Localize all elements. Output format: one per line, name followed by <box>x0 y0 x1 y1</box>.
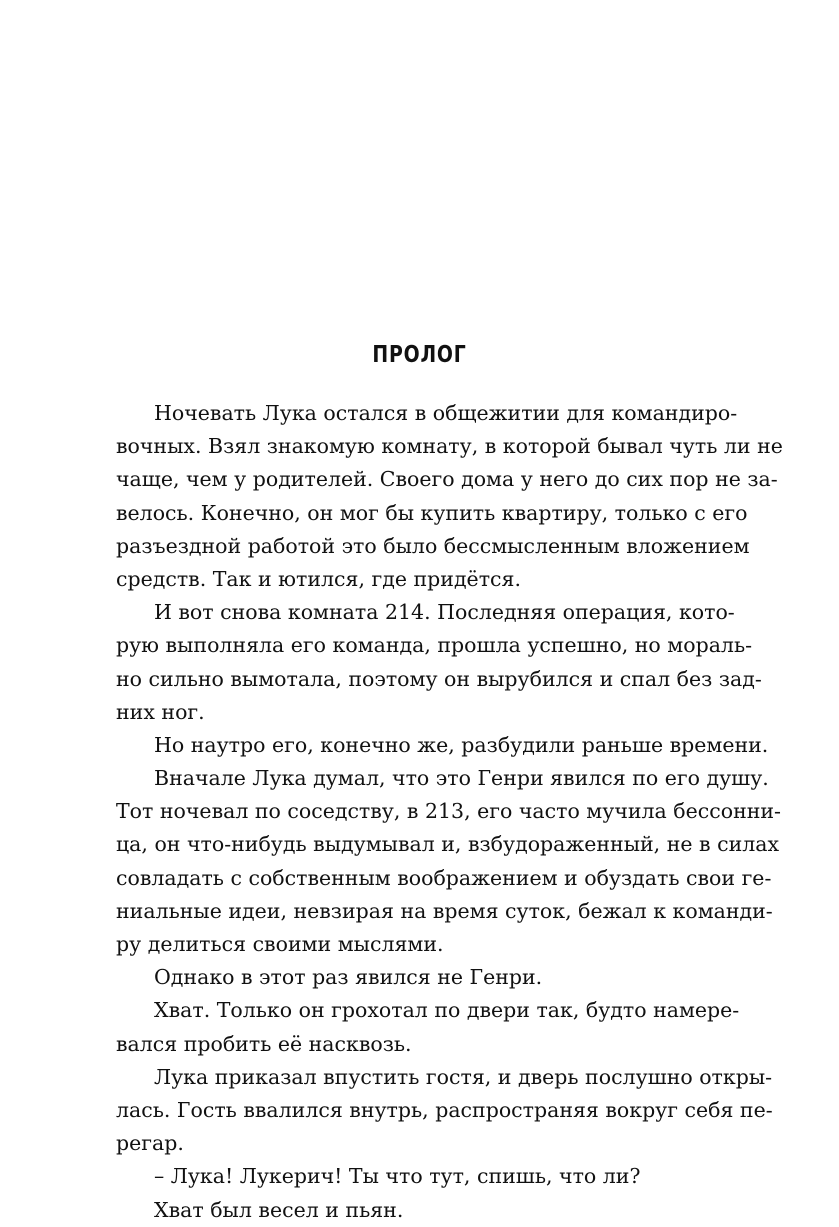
text-line: И вот снова комната 214. Последняя операция, кото- <box>154 600 735 625</box>
body-text <box>116 397 783 1227</box>
text-line: велось. Конечно, он мог бы купить квартиру, только с его <box>116 500 748 525</box>
text-line: вался пробить её насквозь. <box>116 1031 412 1056</box>
text-line: Ночевать Лука остался в общежитии для командиро- <box>154 401 738 425</box>
text-line: средств. Так и ютился, где придётся. <box>116 566 521 591</box>
text-line: рую выполняла его команда, прошла успешно, но мораль- <box>116 633 753 658</box>
text-line: ру делиться своими мыслями. <box>116 932 444 956</box>
text-line: разъездной работой это было бессмысленным вложением <box>116 533 750 558</box>
text-line: Лука приказал впустить гостя, и дверь послушно откры- <box>154 1064 773 1089</box>
text-line: Однако в этот раз явился не Генри. <box>154 965 543 990</box>
text-line: Тот ночевал по соседству, в 213, его часто мучила бессонни- <box>116 799 781 824</box>
text-line: совладать с собственным воображением и обуздать свои ге- <box>116 865 772 890</box>
text-line: Хват был весел и пьян. <box>154 1197 404 1222</box>
text-line: Но наутро его, конечно же, разбудили раньше времени. <box>154 732 769 757</box>
chapter-title: ПРОЛОГ <box>372 342 467 368</box>
text-line: вочных. Взял знакомую комнату, в которой бывал чуть ли не <box>116 434 783 459</box>
text-line: лась. Гость ввалился внутрь, распространяя вокруг себя пе- <box>116 1097 773 1122</box>
text-line: Хват. Только он грохотал по двери так, будто намере- <box>154 998 740 1023</box>
text-line: Вначале Лука думал, что это Генри явился по его душу. <box>154 766 769 791</box>
text-line: ца, он что-нибудь выдумывал и, взбудораженный, не в силах <box>116 832 780 857</box>
text-line: – Лука! Лукерич! Ты что тут, спишь, что ли? <box>154 1164 641 1189</box>
text-line: но сильно вымотала, поэтому он вырубился и спал без зад- <box>116 666 762 691</box>
text-line: них ног. <box>116 699 205 724</box>
text-line: чаще, чем у родителей. Своего дома у него до сих пор не за- <box>116 467 778 492</box>
text-line: ниальные идеи, невзирая на время суток, бежал к команди- <box>116 898 773 923</box>
text-line: регар. <box>116 1131 184 1156</box>
